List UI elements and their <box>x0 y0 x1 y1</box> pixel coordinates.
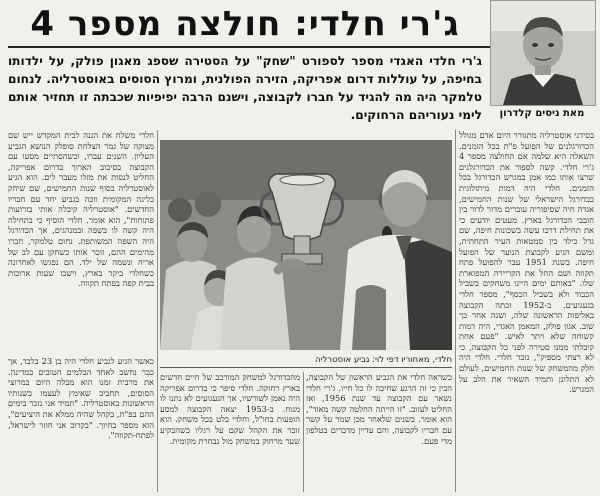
column-divider <box>157 130 158 492</box>
team-photo <box>160 140 452 350</box>
byline: מאת ניסים קלדרון <box>499 108 585 119</box>
column-divider <box>455 130 456 492</box>
article-column-middle-right: כשראה חלדי את הגביע הראשון של הקבוצה, הבין כי זה הרגע שחיכה לו כל חייו. ג'רי חלדי נשאר עם הקבוצה עד שנת 1956, ואז החליט לעזוב. "זו הייתה החלטה קשה מאוד", הוא אומר. בשנים שלאחר מכן שמר על קשר עם חבריו לקבוצה, והם עדיין מדברים בטלפון מדי פעם. <box>306 372 452 446</box>
article-column-left-bottom: כאשר הגיע לגביע חלדי היה בן 23 בלבד, אך כבר נחשב לאחד הבלמים הטובים במדינה. את מרבית זמנו הוא מבלה היום במרוצי הסוסים, תחביב שאימץ לעצמו בשנותיו הראשונות באוסטרליה. "תמיד אני נזכר בימים ההם בפ"ת, בקהל שהיה ממלא את היציעים", הוא מספר בחיוך. "בקרוב אני חוזר לישראל, לפתח-תקווה". <box>8 356 154 441</box>
intro-paragraph: ג'רי חלדי האגדי מספר לספורט "שחק" על הסטירה שספג מאגון פולק, על ילדותו בחיפה, על עוללות דרום אפריקה, הזירה הפולנית, ומרוץ הסוסים באוסטרליה. לנחום טלמקר היה מה להגיד על חברו לקבוצה, וישנם הרבה יפיפיות שכבתה זו תחזיר אותם לימי נעוריהם הרחוקים. <box>8 54 482 122</box>
portrait-image <box>491 1 595 105</box>
team-photo-image <box>160 140 452 350</box>
portrait-photo <box>490 0 596 106</box>
article-column-left: חלדי משלח את הגנה לבית המקדש ייש שם מצוקה של גמר הצלחת סופלק הנושא הגביע העליון. השנים עברו, וכשהסתיים מסעו עם הקבוצה בסיבוב הארוך בדרום אפריקה, החליט לנסות את מזלו מעבר לים. הוא הגיע לאוסטרליה בסוף שנות החמישים, שם שיחק בליגה המקומית וזכה בגביע יחד עם חבריו החדשים. "אוסטרליה קיבלה אותי בזרועות פתוחות", הוא אומר. חלדי הוסיף כי בתחילה היה קשה לו בשפה ובמנהגים, אך הכדורגל היה השפה המשותפת. נחום טלמקר, חברו מהימים ההם, זוכר אותו כשחקן עם לב של אריה ונשמה של ילד. הם נפגשו לאחרונה כשחלדי ביקר בארץ, וישבו שעות ארוכות בבית קפה בפתח תקווה. <box>8 130 154 289</box>
article-column-right: בסידני אוסטרליה מתגורר היום אדם מגולל הכדורגלנים של הפועל פ"ת בכל הזמנים. השאלה היא שלמה אם החולצה מספר 4 ג'רי חלדי. קשה לספור את הכדורגלנים שרצו אותו כמו אמן במגרש הכדורגל בכל הזמנים. חלדי היה דמות מיתולוגית בכדורגל הישראלי של שנות החמישים, אגדה חיה שסיפוריה עוברים מדור לדור בין חובבי הכדורגל בארץ. מעטים יודעים כי את תחילת דרכו עשה בשכונות חיפה, שם גדל כילד בין סמטאות העיר התחתית, ומשם הגיע לקבוצת הנוער של הפועל חיפה. בשנת 1951 עבר להפועל פתח תקווה ושם החל את הקריירה המפוארת שלו. "באותם ימים היינו משחקים בשביל הכבוד ולא בשביל הכסף", מספר חלדי בגעגועים. ב-1952 זכתה הקבוצה באליפות הראשונה שלה, ושנה אחר כך שוב. אגון פולק, המאמן האגדי, היה דמות קשוחה שלא ויתר לאיש. "פעם אחת קיבלתי ממנו סטירה לפני כל הקבוצה, כי לא רצתי מספיק", נזכר חלדי. חלדי היה חלק מהמשחק של שנות החמישים, לעולם לא התלונן ותמיד השאיר את הלב על המגרש. <box>459 130 594 395</box>
headline: ג'רי חלדי: חולצה מספר 4 <box>30 4 460 44</box>
photo-caption: חלדי, מאחוריו דפי לוי: גביע אוסטרליה <box>160 353 452 368</box>
column-divider <box>303 372 304 492</box>
article-column-middle-left: מהכדורגל למשחק המורכב של חיים חדשים בארץ רחוקה. חלדי סיפר כי בדרום אפריקה היה נאמן לשורשיו, אך הגעגועים לא נתנו לו מנוח. ב-1953 יצאה הקבוצה למסע הופעות בחו"ל, וחלדי בלט בכל משחק. הוא זוכר את הקהל שקם על רגליו כשהבקיע שער מרחוק במשחק מול נבחרת מקומית. <box>160 372 300 446</box>
